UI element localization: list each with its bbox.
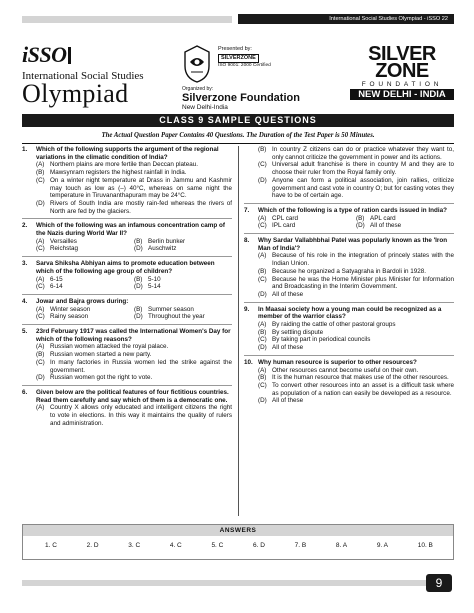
question-item [22,146,232,219]
option-label: (A) [36,237,45,245]
left-column [22,146,232,434]
answer-key-item: 4. C [169,542,182,549]
option-text: Reichstag [50,245,79,253]
silverzone-logo [350,43,454,100]
option-text: IPL card [272,222,296,230]
option-label: (D) [258,290,267,298]
answer-option [134,238,232,246]
answer-option [356,215,454,223]
option-text: Mawsynram registers the highest rainfall in India. [50,169,187,177]
running-header [22,14,454,24]
question-text: Sarva Shiksha Abhiyan aims to promote education between which of the following age group of children? [36,260,215,275]
question-text: Why human resource is superior to other resources? [258,358,417,366]
question-text: Jowar and Bajra grows during: [36,297,129,305]
question-head [244,359,454,367]
option-text: Country X allows only educated and intelligent citizens the right to vote in elections. In this way it maintains the quality of rulers and administration. [50,404,232,427]
option-text: By taking part in periodical councils [272,336,371,344]
option-text: All of these [272,290,304,298]
question-head [22,328,232,343]
answer-option [258,344,454,352]
question-item [244,237,454,303]
answer-option [36,283,134,291]
answer-option [36,351,232,359]
question-head [22,146,232,161]
answer-option [258,268,454,276]
answer-option [258,382,454,397]
option-label: (A) [36,161,45,169]
question-text: 23rd February 1917 was called the International Women's Day for which of the following reasons? [36,328,231,343]
option-label: (D) [356,222,365,230]
question-number: 2. [22,222,28,230]
answer-option [258,276,454,291]
answer-option [36,359,232,374]
option-text: 5-14 [148,283,161,291]
option-text: It is the human resource that makes use of the other resources. [272,374,449,382]
question-number: 4. [22,297,28,305]
answer-option [258,146,454,161]
question-number: 10. [244,358,253,366]
answer-key-item: 8. A [335,542,348,549]
answer-option [36,306,134,314]
option-label: (C) [258,161,267,169]
option-text: APL card [370,214,396,222]
question-head [22,298,232,306]
answer-option [134,245,232,253]
option-text: Because he was the Home Minister plus Minister for Information and Broadcasting in the Interim Government. [272,275,454,291]
option-label: (C) [258,275,267,283]
option-label: (C) [258,222,267,230]
header-grey-bar [22,16,232,23]
option-label: (B) [134,275,143,283]
option-label: (D) [258,176,267,184]
answer-option [36,404,232,427]
divider [22,143,454,144]
option-label: (D) [36,199,45,207]
answer-option [36,238,134,246]
question-head [244,306,454,321]
question-number: 8. [244,237,250,245]
right-column [244,146,454,411]
option-text: Universal adult franchise is there in country M and they are to choose their ruler from the Royal family only. [272,161,454,177]
answer-option [258,329,454,337]
answer-option [36,177,232,200]
question-item [244,207,454,234]
answer-option [356,222,454,230]
answer-option [134,306,232,314]
question-number: 9. [244,305,250,313]
question-number: 5. [22,328,28,336]
question-item [22,298,232,325]
option-label: (B) [258,328,267,336]
option-label: (C) [36,358,45,366]
answer-option [36,245,134,253]
option-text: Rainy season [50,313,89,321]
option-text: CPL card [272,214,299,222]
option-label: (A) [258,366,267,374]
option-text: Northern plains are more fertile than Deccan plateau. [50,161,199,169]
question-text: Which of the following was an infamous concentration camp of the Nazis during World War II? [36,222,225,238]
option-text: 6-15 [50,275,63,283]
question-text: Which of the following is a type of ration cards issued in India? [258,206,447,214]
answer-key-item: 10. B [417,542,433,549]
olympiad-subtitle: International Social Studies [22,70,144,82]
question-head [22,222,232,237]
option-text: Rivers of South India are mostly rain-fed whereas the rivers of North are fed by the glaciers. [50,199,232,215]
answers-box [22,524,454,560]
option-label: (B) [258,267,267,275]
answer-option [258,161,454,176]
question-number: 3. [22,260,28,268]
answer-option [258,397,454,405]
question-item [22,389,232,431]
option-text: Russian women attacked the royal palace. [50,343,169,351]
question-head [244,207,454,215]
option-label: (B) [356,214,365,222]
silverzone-emblem-icon [182,44,212,84]
answer-option [258,374,454,382]
option-text: Versailles [50,237,77,245]
option-label: (D) [134,245,143,253]
option-text: 5-10 [148,275,161,283]
question-item [244,306,454,356]
answer-option [36,343,232,351]
question-item [22,260,232,295]
option-label: (B) [134,305,143,313]
option-text: All of these [272,344,304,352]
page-number: 9 [426,574,452,592]
answer-key-item: 3. C [128,542,141,549]
answer-option [134,283,232,291]
option-text: Anyone can form a political association, join rallies, criticize government and cast vote in country O; but for casting votes they have to be of certain age. [272,176,454,200]
answer-option [258,252,454,267]
option-label: (D) [134,313,143,321]
answer-option [258,222,356,230]
option-text: Berlin bunker [148,237,186,245]
answer-option [258,367,454,375]
option-text: All of these [272,397,304,405]
column-divider [238,146,239,516]
answers-title: ANSWERS [23,525,453,536]
intro-text: The Actual Question Paper Contains 40 Questions. The Duration of the Test Paper is 50 Minutes. [101,132,375,139]
foundation-city: New Delhi-India [182,104,228,111]
option-text: Summer season [148,305,194,313]
organized-by-label: Organized by: [182,86,214,92]
logo-line-silver: SILVER [368,43,436,65]
answer-option [258,321,454,329]
answer-option [36,374,232,382]
option-label: (D) [258,397,267,405]
logo-foundation: FOUNDATION [361,81,443,88]
option-label: (C) [258,336,267,344]
iso-certification: ISO 9001: 2000 Certified [218,63,271,68]
question-item [244,146,454,204]
answer-option [134,313,232,321]
option-text: 6-14 [50,283,63,291]
option-label: (D) [36,374,45,382]
option-label: (D) [258,344,267,352]
option-text: Throughout the year [148,313,205,321]
option-grid [36,306,232,321]
option-label: (D) [134,283,143,291]
question-text: Given below are the political features of four fictitious countries. Read them carefully and say which of them is a democratic one. [36,388,229,404]
option-text: By settling dispute [272,328,324,336]
option-text: Because of his role in the integration of princely states with the Indian Union. [272,252,454,268]
foundation-name: Silverzone Foundation [182,92,300,104]
option-label: (A) [36,343,45,351]
answer-key-item: 1. C [45,542,57,549]
option-label: (A) [36,275,45,283]
option-label: (C) [36,283,45,291]
answer-option [258,291,454,299]
option-label: (B) [36,169,45,177]
option-text: Other resources cannot become useful on their own. [272,366,419,374]
answer-key-item: 7. B [294,542,307,549]
answer-key-item: 9. A [376,542,389,549]
question-head [244,237,454,252]
option-text: Russian women got the right to vote. [50,374,153,382]
option-label: (C) [36,176,45,184]
option-text: By raiding the cattle of other pastoral groups [272,321,396,329]
section-banner: CLASS 9 SAMPLE QUESTIONS [22,114,454,127]
option-label: (C) [258,381,267,389]
question-head [22,260,232,275]
option-label: (B) [258,374,267,382]
question-item [244,359,454,408]
option-label: (C) [36,245,45,253]
option-grid [36,276,232,291]
answer-option [258,215,356,223]
option-text: All of these [370,222,402,230]
option-label: (B) [36,351,45,359]
option-text: To convert other resources into an asset is a difficult task where as population of a nation can easily be developed as a resource. [272,381,454,397]
question-item [22,328,232,386]
running-title: International Social Studies Olympiad - iSSO 22 [238,14,454,24]
option-label: (C) [36,313,45,321]
option-text: Russian women started a new party. [50,351,152,359]
option-text: In country Z citizens can do or practice whatever they want to, only cannot criticize the government in power and its actions. [272,146,454,161]
option-label: (A) [36,305,45,313]
option-label: (A) [36,404,45,412]
footer-bar [22,580,426,586]
option-text: In many factories in Russia women led the strike against the government. [50,358,232,374]
option-text: Auschwitz [148,245,177,253]
logo-line-zone: ZONE [375,60,429,82]
olympiad-title: Olympiad [22,79,129,108]
page-header [22,40,454,110]
answer-option [36,169,232,177]
question-text: Why Sardar Vallabhbhai Patel was popularly known as the 'Iron Man of India'? [258,237,448,252]
question-number: 7. [244,206,250,214]
question-text: In Maasai society how a young man could be recognized as a member of the warrior class? [258,305,442,321]
question-text: Which of the following supports the argument of the regional variations in the climatic condition of India? [36,146,219,161]
option-text: Because he organized a Satyagraha in Bardoli in 1928. [272,267,427,275]
answer-option [36,276,134,284]
answers-row [23,536,453,549]
option-label: (A) [258,252,267,260]
answer-key-item: 5. C [211,542,224,549]
answer-key-item: 6. D [253,542,265,549]
logo-city: NEW DELHI - INDIA [350,89,454,100]
option-label: (B) [258,146,267,153]
answer-option [36,200,232,215]
option-label: (B) [134,237,143,245]
answer-option [36,313,134,321]
answer-option [258,177,454,200]
option-label: (A) [258,214,267,222]
question-item [22,222,232,257]
answer-option [258,336,454,344]
answer-option [36,161,232,169]
answer-key-item: 2. D [86,542,99,549]
question-number: 6. [22,388,28,396]
presented-by-label: Presented by: [218,46,252,52]
question-head [22,389,232,404]
option-grid [258,215,454,230]
option-grid [36,238,232,253]
option-text: Winter season [50,305,91,313]
silverzone-small-logo: SILVERZONE [218,54,259,63]
option-label: (A) [258,321,267,329]
answer-option [134,276,232,284]
isso-logo: iSSO [22,42,71,68]
option-text: On a winter night temperature at Drass in Jammu and Kashmir may touch as low as (–) 40°C, whereas on same night the temperature in Tiruvananthapuram may be 24°C. [50,176,232,200]
question-number: 1. [22,146,28,153]
